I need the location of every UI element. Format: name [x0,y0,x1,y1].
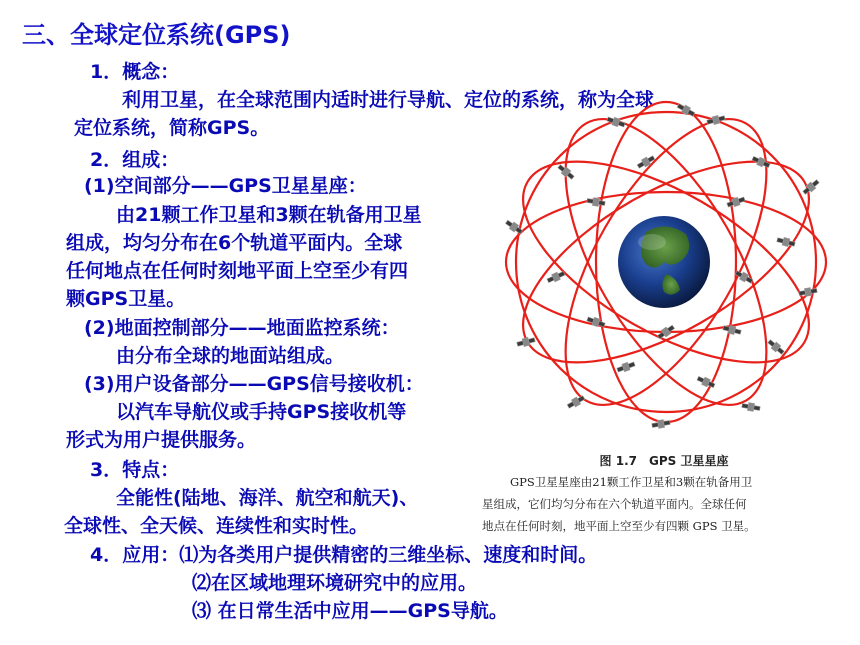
space-segment-line-1: 由21颗工作卫星和3颗在轨备用卫星 [116,204,422,226]
section-applications-line-1: 4．应用：⑴为各类用户提供精密的三维坐标、速度和时间。 [90,544,598,566]
slide-title: 三、全球定位系统(GPS) [22,21,291,49]
space-segment-line-3: 任何地点在任何时刻地平面上空至少有四 [66,260,409,282]
satellite-icon [776,236,795,248]
features-line-1: 全能性(陆地、海洋、航空和航天)、 [116,487,419,509]
space-segment-line-4: 颗GPS卫星。 [66,288,186,310]
section-composition-heading: 2．组成： [90,149,180,171]
satellite-icon [566,394,586,410]
applications-line-3: ⑶ 在日常生活中应用——GPS导航。 [192,600,508,622]
satellite-icon [546,270,566,285]
figure-caption-line-3: 地点在任何时刻，地平面上空至少有四颗 GPS 卫星。 [482,519,756,533]
user-segment-line-1: 以汽车导航仪或手持GPS接收机等 [116,401,407,423]
concept-text-line-1: 利用卫星，在全球范围内适时进行导航、定位的系统，称为全球 [122,89,655,111]
applications-line-2: ⑵在区域地理环境研究中的应用。 [192,572,478,594]
satellite-icon [676,102,696,118]
user-segment-line-2: 形式为用户提供服务。 [66,429,257,451]
ground-segment-heading: (2)地面控制部分——地面监控系统： [84,317,400,339]
figure-title: 图 1.7 GPS 卫星星座 [599,454,729,468]
gps-constellation-figure [478,92,850,532]
section-features-heading: 3．特点： [90,459,180,481]
satellite-icon [516,336,535,348]
satellite-icon [741,401,760,412]
user-segment-heading: (3)用户设备部分——GPS信号接收机： [84,373,424,395]
features-line-2: 全球性、全天候、连续性和实时性。 [64,515,369,537]
earth [618,216,710,308]
gps-constellation-illustration [496,92,836,442]
satellite-icon [586,315,606,329]
space-segment-line-2: 组成，均匀分布在6个轨道平面内。全球 [66,232,403,254]
space-segment-heading: (1)空间部分——GPS卫星星座： [84,175,367,197]
figure-caption-line-2: 星组成，它们均匀分布在六个轨道平面内。全球任何 [482,497,747,511]
satellite-icon [616,360,636,374]
section-concept-heading: 1．概念： [90,61,180,83]
concept-text-line-2: 定位系统，简称GPS。 [74,117,270,139]
ground-segment-line-1: 由分布全球的地面站组成。 [116,345,345,367]
figure-caption-line-1: GPS卫星星座由21颗工作卫星和3颗在轨备用卫 [510,475,753,489]
satellite-icon [767,338,786,356]
